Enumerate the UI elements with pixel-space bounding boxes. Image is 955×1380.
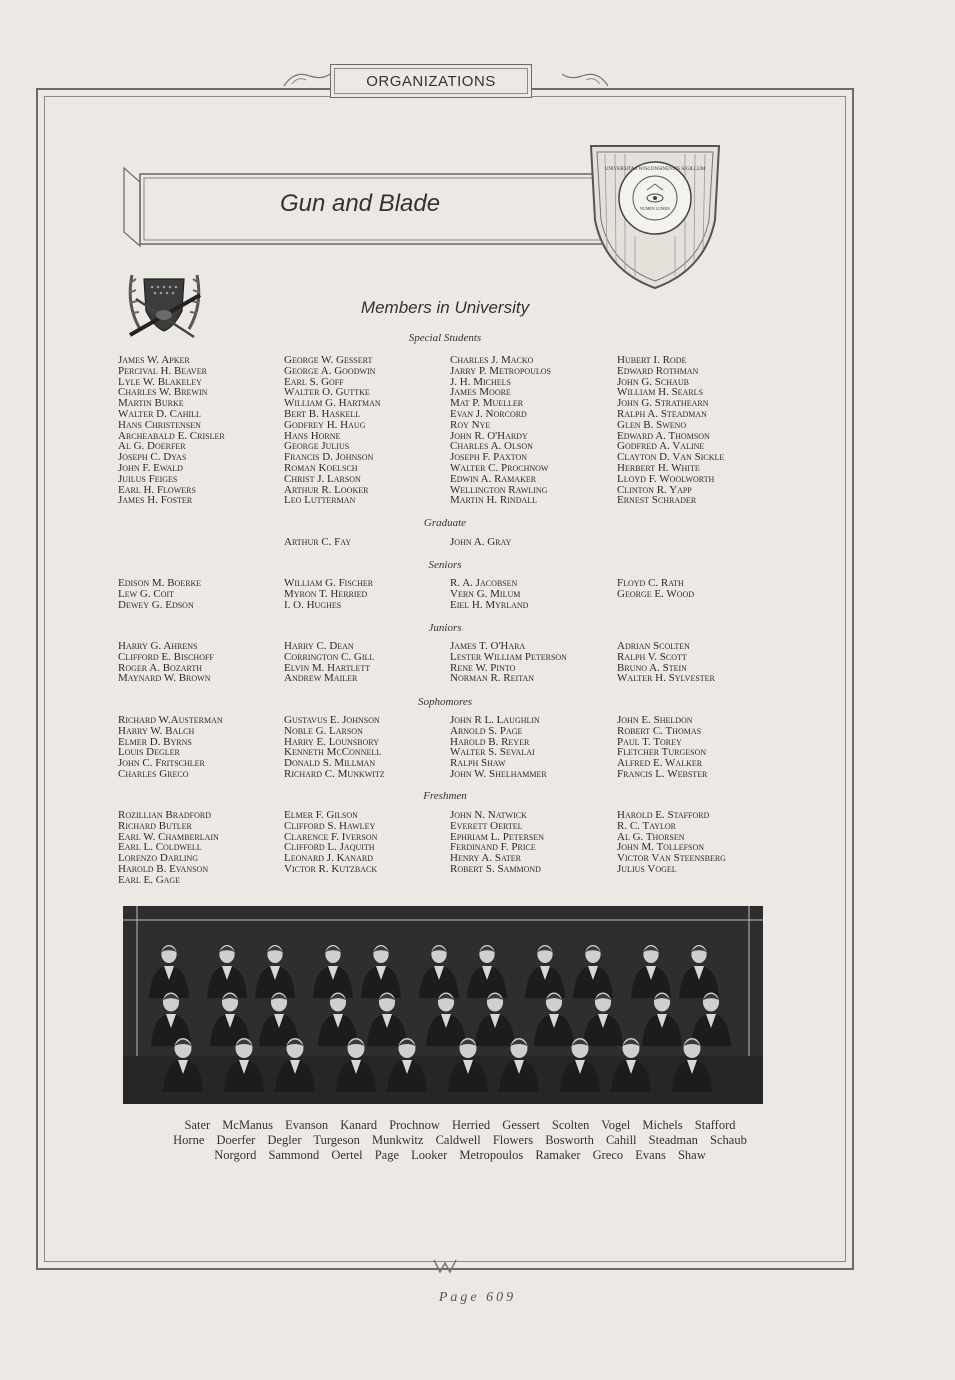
member-name: Lyle W. Blakeley [118,375,202,388]
member-name: Rene W. Pinto [450,661,516,674]
member-name: Martin H. Rindall [450,494,538,507]
left-scroll-ornament [282,66,332,90]
member-name: William G. Hartman [284,397,381,410]
member-name: Joseph C. Dyas [118,451,187,464]
member-name: Walter C. Prochnow [450,461,549,474]
member-name: Lester William Peterson [450,650,567,663]
member-name: Leonard J. Kanard [284,852,373,865]
member-name: James H. Foster [118,494,193,507]
member-name: R. A. Jacobsen [450,577,518,589]
member-name: Charles Greco [118,767,189,780]
section-label-juniors: Juniors [428,622,462,634]
member-name: John M. Tollefson [617,841,705,854]
member-name: Kenneth McConnell [284,746,382,759]
section-label-sophomores: Sophomores [418,696,472,708]
member-name: Roman Koelsch [284,461,358,474]
member-name: Julius Vogel [617,862,677,875]
group-photograph [123,906,763,1104]
member-name: Gustavus E. Johnson [284,714,380,726]
member-name: James W. Apker [118,354,190,366]
member-name: George E. Wood [617,587,695,600]
member-name: Al G. Thorsen [617,830,685,843]
member-name: Lew G. Coit [118,587,175,600]
member-name: John W. Shelhammer [450,767,547,780]
member-name: Dewey G. Edson [118,598,194,611]
seal-motto: NUMEN LUMEN [640,206,670,211]
member-name: Charles A. Olson [450,440,533,453]
member-name: Everett Oertel [450,819,523,832]
member-name: Paul T. Torey [617,735,682,748]
member-name: John F. Ewald [118,461,183,474]
name-column [118,355,225,506]
name-column [118,641,214,684]
member-name: R. C. Taylor [617,819,677,832]
member-name: Robert S. Sammond [450,862,541,875]
member-name: Martin Burke [118,397,184,410]
right-scroll-ornament [560,66,610,90]
university-seal-shield [585,140,725,290]
name-column [284,537,351,548]
member-name: Ralph Shaw [450,757,506,770]
member-name: Francis L. Webster [617,767,708,780]
member-name: Arthur R. Looker [284,483,369,496]
running-head-text: ORGANIZATIONS [366,72,496,90]
name-column [617,578,694,600]
name-column [284,641,374,684]
member-name: Ferdinand F. Price [450,841,536,854]
section-label-seniors: Seniors [428,559,462,571]
member-name: Victor R. Kutzback [284,862,378,875]
member-name: Godfred A. Valine [617,440,705,453]
member-name: Floyd C. Rath [617,577,684,589]
member-name: John C. Fritschler [118,757,205,770]
member-name: Clayton D. Van Sickle [617,451,725,464]
name-column [450,715,547,780]
member-name: Walter D. Cahill [118,407,201,420]
member-name: William H. Searls [617,386,704,399]
member-name: Rozillian Bradford [118,809,211,821]
member-name: Alfred E. Walker [617,757,703,770]
name-column [284,355,381,506]
member-name: Clinton R. Yapp [617,483,692,496]
name-column [118,578,201,610]
name-column [617,355,724,506]
member-name: Roger A. Bozarth [118,661,202,674]
name-column [284,810,377,875]
member-name: Elmer F. Gilson [284,809,358,821]
member-name: Richard C. Munkwitz [284,767,385,780]
member-name: Jarry P. Metropoulos [450,364,551,377]
member-name: Richard Butler [118,819,192,832]
member-name: Juilus Feiges [118,472,178,485]
member-name: Vern G. Milum [450,587,521,600]
member-name: Robert C. Thomas [617,724,702,737]
member-name: Andrew Mailer [284,672,358,685]
name-column [450,578,528,610]
member-name: Joseph F. Paxton [450,451,528,464]
member-name: Henry A. Sater [450,852,521,865]
member-name: John R. O'Hardy [450,429,528,442]
member-name: Earl E. Gage [118,873,181,886]
photo-caption-row-3: Norgord Sammond Oertel Page Looker Metropoulos Ramaker Greco Evans Shaw [214,1148,706,1162]
member-name: John R L. Laughlin [450,714,540,726]
member-name: Walter H. Sylvester [617,672,715,685]
member-name: William G. Fischer [284,577,374,589]
name-column [118,810,219,886]
member-name: Corrington C. Gill [284,650,375,663]
member-name: Archeabald E. Crisler [118,429,225,442]
member-name: John A. Gray [450,536,512,548]
name-column [617,715,707,780]
member-name: Edison M. Boerke [118,577,202,589]
member-name: Arnold S. Page [450,724,523,737]
member-name: Clarence F. Iverson [284,830,378,843]
name-column [617,641,715,684]
member-name: Earl S. Goff [284,375,344,388]
member-name: Harold B. Evanson [118,862,209,875]
member-name: Roy Nye [450,418,491,431]
member-name: Ernest Schrader [617,494,697,507]
member-name: Earl L. Coldwell [118,841,202,854]
member-name: Clifford L. Jaquith [284,841,375,854]
member-name: Wellington Rawling [450,483,548,496]
member-name: Arthur C. Fay [284,536,352,548]
member-name: Walter S. Sevalai [450,746,535,759]
page-number: Page 609 [438,1290,517,1305]
member-name: Hubert I. Rode [617,354,687,366]
member-name: Eiel H. Myrland [450,598,529,611]
member-name: George W. Gessert [284,354,373,366]
member-name: Ralph A. Steadman [617,407,707,420]
member-name: Francis D. Johnson [284,451,374,464]
running-head [330,64,532,98]
member-name: I. O. Hughes [284,598,342,611]
members-heading: Members in University [360,298,530,317]
member-name: Harry C. Dean [284,640,354,652]
member-name: Bert B. Haskell [284,407,361,420]
member-name: John G. Strathearn [617,397,709,410]
member-name: Elmer D. Byrns [118,735,192,748]
member-name: Evan J. Norcord [450,407,527,420]
member-name: Edwin A. Ramaker [450,472,537,485]
name-column [118,715,223,780]
member-name: Herbert H. White [617,461,700,474]
member-name: Maynard W. Brown [118,672,211,685]
member-name: Myron T. Herried [284,587,368,600]
member-name: Godfrey H. Haug [284,418,366,431]
photo-caption-row-1: Sater McManus Evanson Kanard Prochnow Herried Gessert Scolten Vogel Michels Stafford [184,1118,736,1132]
member-name: Lloyd F. Woolworth [617,472,715,485]
member-name: George Julius [284,440,350,453]
member-name: Donald S. Millman [284,757,376,770]
seal-text: UNIVERSITAS WISCONSINENSIS SIGILLUM [604,167,706,172]
member-name: Ralph V. Scott [617,650,687,663]
name-column [450,810,544,875]
member-name: Leo Lutterman [284,494,356,507]
name-column [450,537,511,548]
member-name: Mat P. Mueller [450,397,524,410]
section-label-graduate: Graduate [423,517,467,529]
member-name: Earl W. Chamberlain [118,830,219,843]
member-name: Harry W. Balch [118,724,195,737]
member-name: Edward A. Thomson [617,429,710,442]
name-column [450,355,551,506]
member-name: Charles W. Brewin [118,386,208,399]
member-name: John G. Schaub [617,375,689,388]
name-column [284,715,385,780]
member-name: James T. O'Hara [450,640,526,652]
member-name: Christ J. Larson [284,472,361,485]
member-name: Percival H. Beaver [118,364,207,377]
bottom-w-ornament [432,1258,458,1274]
member-name: Harold E. Stafford [617,809,710,821]
member-name: Earl H. Flowers [118,483,196,496]
member-name: Glen B. Sweno [617,418,687,431]
member-name: Richard W.Austerman [118,714,223,726]
member-name: George A. Goodwin [284,364,376,377]
member-name: Noble G. Larson [284,724,363,737]
page-title: Gun and Blade [279,190,441,217]
name-column [617,810,726,875]
member-name: Victor Van Steensberg [617,852,726,865]
member-name: Harry G. Ahrens [118,640,198,652]
member-name: Charles J. Macko [450,354,534,366]
member-name: Clifford S. Hawley [284,819,376,832]
member-name: Louis Degler [118,746,180,759]
member-name: Clifford E. Bischoff [118,650,214,663]
member-name: Lorenzo Darling [118,852,199,865]
gun-and-blade-crest-icon [122,265,207,345]
photo-caption-row-2: Horne Doerfer Degler Turgeson Munkwitz Caldwell Flowers Bosworth Cahill Steadman Schaub [173,1133,747,1147]
name-column [450,641,567,684]
member-name: John E. Sheldon [617,714,693,726]
member-name: Hans Horne [284,429,341,442]
member-name: James Moore [450,386,511,399]
section-label-freshmen: Freshmen [423,790,467,802]
member-name: Ephriam L. Petersen [450,830,545,843]
member-name: John N. Natwick [450,809,527,821]
member-name: Bruno A. Stein [617,661,687,674]
member-name: Harry E. Lounsbory [284,735,379,748]
member-name: Norman R. Reitan [450,672,535,685]
member-name: Al G. Doerfer [118,440,186,453]
name-column [284,578,373,610]
member-name: Elvin M. Hartlett [284,661,371,674]
member-name: Hans Christensen [118,418,201,431]
member-name: J. H. Michels [450,375,512,388]
member-name: Walter O. Guttke [284,386,370,399]
member-name: Adrian Scolten [617,640,690,652]
section-label-special: Special Students [408,332,482,344]
member-name: Edward Rothman [617,364,699,377]
member-name: Fletcher Turgeson [617,746,707,759]
member-name: Harold B. Reyer [450,735,530,748]
